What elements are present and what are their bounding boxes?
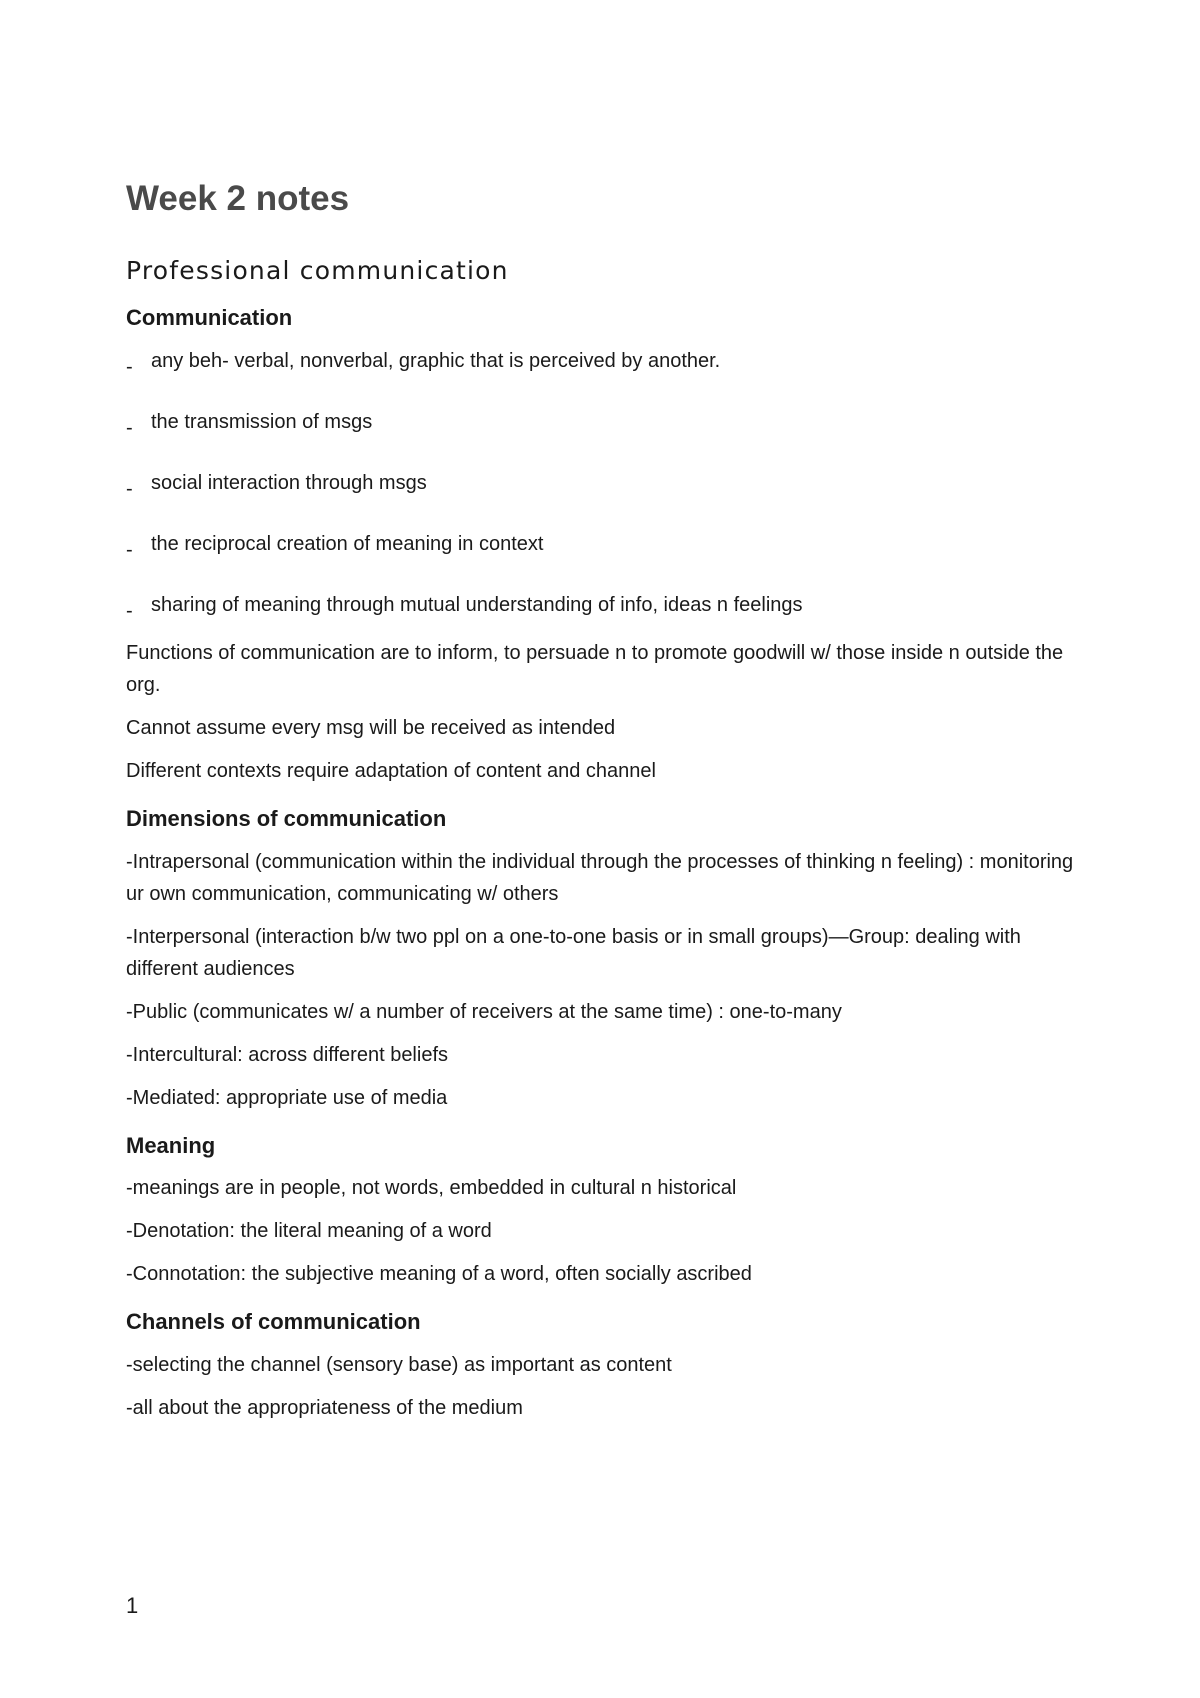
meaning-item-denotation: -Denotation: the literal meaning of a word <box>126 1220 492 1243</box>
section-heading-communication: Communication <box>126 305 293 330</box>
document-subtitle: Professional communication <box>126 256 509 285</box>
bullet-mark: - <box>126 356 133 379</box>
dimension-item-public: -Public (communicates w/ a number of receivers at the same time) : one-to-many <box>126 1000 842 1023</box>
bullet-mark: - <box>126 417 133 440</box>
bullet-mark: - <box>126 539 133 562</box>
list-item <box>126 345 1086 377</box>
section-heading-dimensions: Dimensions of communication <box>126 806 447 832</box>
list-item-text: the reciprocal creation of meaning in context <box>151 533 544 556</box>
section-heading-meaning: Meaning <box>126 1132 216 1158</box>
dimension-item-intrapersonal: -Intrapersonal (communication within the individual through the processes of thinking n feeling) : monitoring ur own communication, communicating w/ others <box>126 850 1074 905</box>
list-item <box>126 467 1086 499</box>
meaning-item-people: -meanings are in people, not words, embedded in cultural n historical <box>126 1177 737 1200</box>
channel-item-selecting: -selecting the channel (sensory base) as important as content <box>126 1353 672 1376</box>
page-number: 1 <box>126 1593 139 1618</box>
paragraph-functions: Functions of communication are to inform, to persuade n to promote goodwill w/ those inside n outside the org. <box>126 642 1064 697</box>
page-content <box>126 178 1086 1424</box>
channel-item-appropriateness: -all about the appropriateness of the medium <box>126 1396 523 1419</box>
paragraph-assumption: Cannot assume every msg will be received as intended <box>126 717 616 740</box>
paragraph-contexts: Different contexts require adaptation of content and channel <box>126 760 656 783</box>
list-item-text: any beh- verbal, nonverbal, graphic that is perceived by another. <box>151 350 721 373</box>
bullet-mark: - <box>126 600 133 623</box>
meaning-item-connotation: -Connotation: the subjective meaning of a word, often socially ascribed <box>126 1263 752 1286</box>
list-item <box>126 589 1086 621</box>
list-item <box>126 406 1086 438</box>
list-item <box>126 528 1086 560</box>
dimension-item-mediated: -Mediated: appropriate use of media <box>126 1086 448 1109</box>
communication-bullet-list <box>126 345 1086 621</box>
list-item-text: social interaction through msgs <box>151 472 427 495</box>
section-heading-channels: Channels of communication <box>126 1309 421 1335</box>
document-title: Week 2 notes <box>126 179 350 218</box>
list-item-text: sharing of meaning through mutual understanding of info, ideas n feelings <box>151 594 803 617</box>
dimension-item-intercultural: -Intercultural: across different beliefs <box>126 1043 449 1066</box>
dimension-item-interpersonal: -Interpersonal (interaction b/w two ppl on a one-to-one basis or in small groups)—Group: dealing with different audiences <box>126 925 1021 980</box>
bullet-mark: - <box>126 478 133 501</box>
list-item-text: the transmission of msgs <box>151 411 373 434</box>
